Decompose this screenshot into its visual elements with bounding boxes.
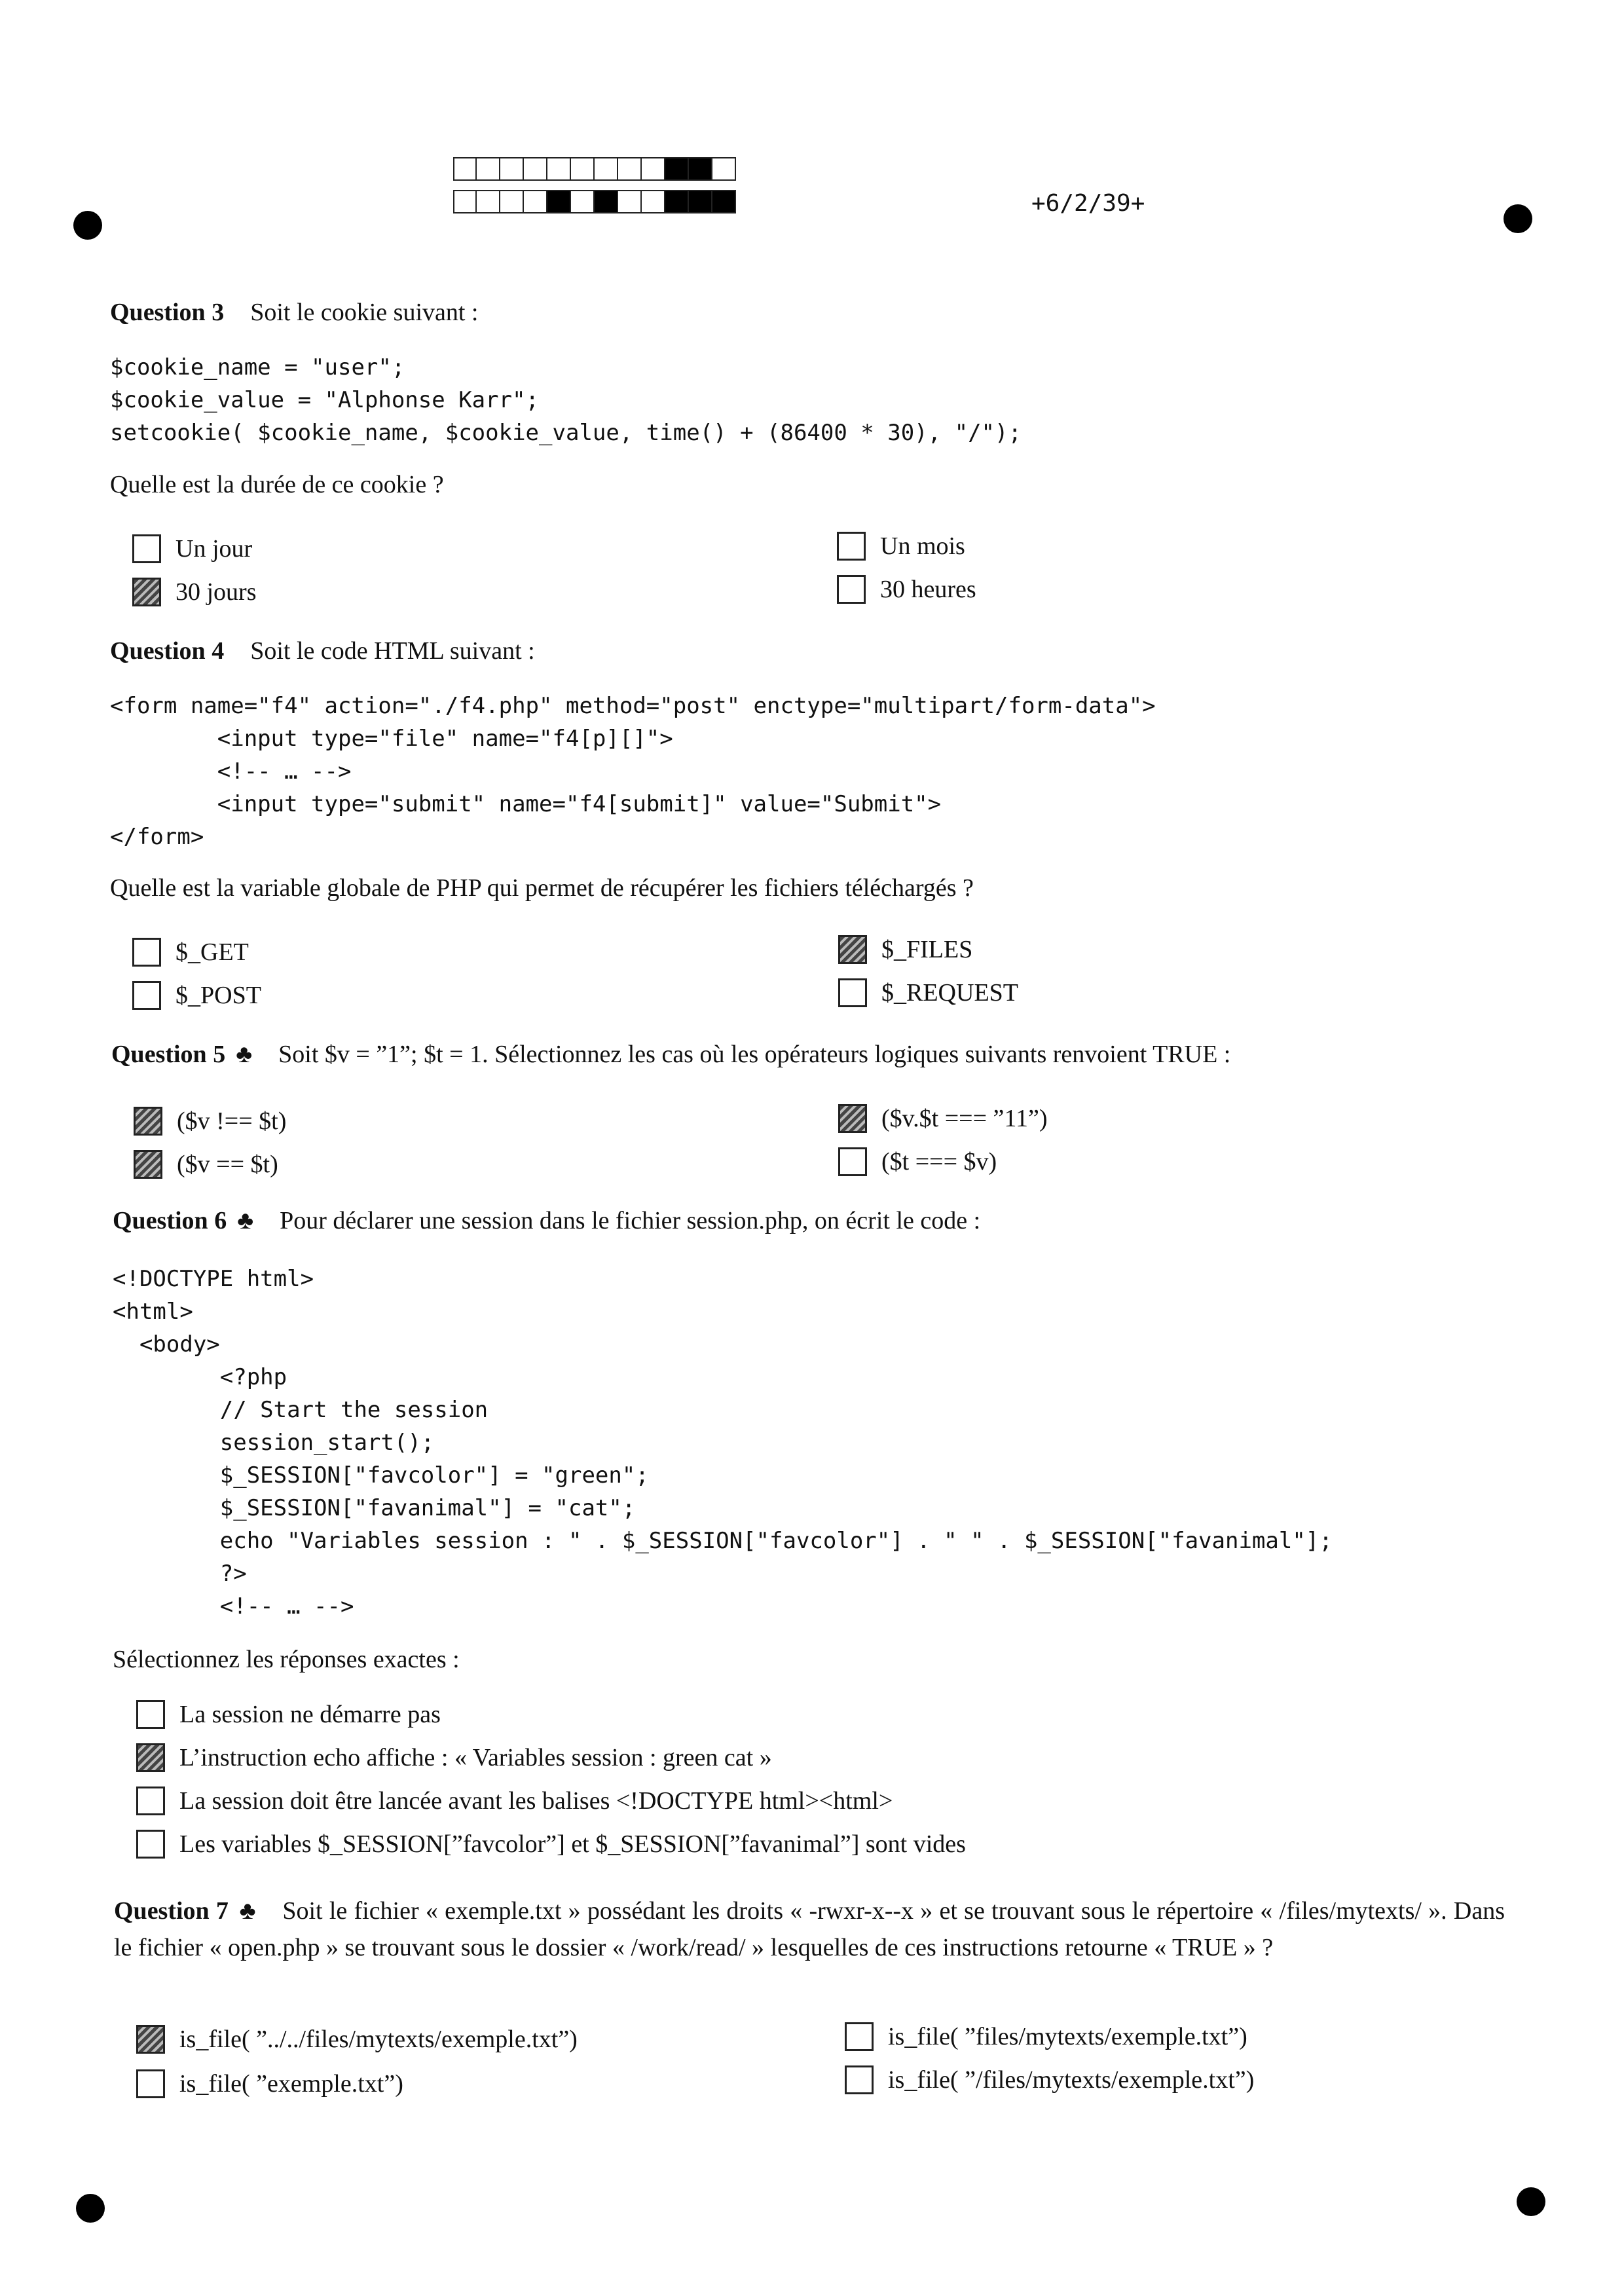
barcode-cell-empty [571, 190, 595, 213]
registration-mark-top-right [1504, 204, 1532, 233]
checkbox[interactable] [132, 981, 161, 1010]
club-icon: ♣ [237, 1207, 254, 1234]
question-4-prompt: Quelle est la variable globale de PHP qui permet de récupérer les fichiers téléchargés ? [110, 874, 974, 902]
q5-option-2[interactable] [134, 1150, 278, 1179]
question-text: Soit $v = ”1”; $t = 1. Sélectionnez les cas où les opérateurs logiques suivants renvoient TRUE : [278, 1041, 1231, 1068]
question-6-code: <!DOCTYPE html> <html> <body> <?php // Start the session session_start(); $_SESSION["favcolor"] = "green"; $_SESSION["favanimal"] = "cat"; echo "Variables session : " . $_SESSION["favcolor"] . " " . $_SESSION["favanimal"]; ?> <!-- … --> [113, 1266, 1333, 1620]
question-number: Question 3 [110, 299, 225, 326]
checkbox[interactable] [132, 534, 161, 563]
question-text: Soit le fichier « exemple.txt » possédant les droits « -rwxr-x--x » et se trouvant sous le répertoire « /files/mytexts/ ». Dans le fichier « open.php » se trouvant sous le dossier « /work/read/ » lesquelles de ces instructions retourne « TRUE » ? [114, 1897, 1505, 1961]
barcode-cell-empty [642, 157, 665, 181]
option-label: $_POST [175, 982, 261, 1009]
checkbox[interactable] [132, 938, 161, 967]
barcode-row-1 [453, 157, 736, 181]
barcode-cell-filled [665, 190, 689, 213]
option-label: 30 heures [880, 576, 976, 603]
checkbox[interactable] [837, 575, 866, 604]
q6-option-1[interactable] [136, 1700, 441, 1729]
checkbox-checked[interactable] [136, 1743, 165, 1772]
option-label: ($t === $v) [881, 1148, 997, 1176]
option-label: Un mois [880, 532, 965, 560]
question-4-header [110, 637, 535, 665]
checkbox-checked[interactable] [134, 1150, 162, 1179]
registration-mark-top-left [73, 211, 102, 240]
checkbox[interactable] [837, 532, 866, 561]
option-label: Un jour [175, 535, 253, 563]
question-6-prompt: Sélectionnez les réponses exactes : [113, 1646, 460, 1673]
option-label: ($v !== $t) [177, 1107, 287, 1135]
q4-option-get[interactable] [132, 938, 249, 967]
barcode-cell-empty [477, 190, 500, 213]
q4-option-post[interactable] [132, 981, 261, 1010]
q3-option-un-mois[interactable] [837, 532, 965, 561]
page-id: +6/2/39+ [1031, 190, 1145, 217]
option-label: L’instruction echo affiche : « Variables session : green cat » [179, 1744, 772, 1771]
option-label: 30 jours [175, 578, 257, 606]
option-label: Les variables $_SESSION[”favcolor”] et $_SESSION[”favanimal”] sont vides [179, 1830, 966, 1858]
q7-option-1[interactable] [136, 2025, 578, 2054]
checkbox[interactable] [838, 1147, 867, 1176]
barcode-cell-empty [595, 157, 618, 181]
barcode-cell-empty [547, 157, 571, 181]
q5-option-3[interactable] [838, 1104, 1048, 1133]
question-text: Pour déclarer une session dans le fichier session.php, on écrit le code : [280, 1207, 981, 1234]
barcode-cell-filled [595, 190, 618, 213]
question-3-header [110, 298, 479, 327]
question-number: Question 6 [113, 1207, 227, 1234]
barcode-cell-empty [453, 190, 477, 213]
question-3-code: $cookie_name = "user"; $cookie_value = "Alphonse Karr"; setcookie( $cookie_name, $cookie_value, time() + (86400 * 30), "/"); [110, 354, 1022, 446]
barcode-cell-empty [500, 190, 524, 213]
option-label: La session doit être lancée avant les balises <!DOCTYPE html><html> [179, 1787, 893, 1815]
barcode-cell-empty [618, 157, 642, 181]
checkbox-checked[interactable] [838, 935, 867, 964]
barcode-cell-filled [689, 190, 712, 213]
option-label: $_GET [175, 938, 249, 966]
checkbox[interactable] [136, 1830, 165, 1859]
question-6-header [113, 1206, 980, 1235]
registration-mark-bottom-left [76, 2194, 105, 2223]
option-label: ($v == $t) [177, 1151, 278, 1178]
checkbox[interactable] [838, 978, 867, 1007]
q3-option-30-jours[interactable] [132, 578, 257, 606]
question-number: Question 5 [111, 1041, 226, 1068]
q7-option-3[interactable] [845, 2022, 1247, 2051]
option-label: $_FILES [881, 936, 973, 963]
barcode-cell-empty [500, 157, 524, 181]
barcode-cell-filled [665, 157, 689, 181]
option-label: $_REQUEST [881, 979, 1018, 1007]
question-5-header [111, 1040, 1230, 1069]
q5-option-1[interactable] [134, 1107, 286, 1136]
checkbox-checked[interactable] [134, 1107, 162, 1136]
question-3-prompt: Quelle est la durée de ce cookie ? [110, 471, 444, 498]
option-label: is_file( ”files/mytexts/exemple.txt”) [888, 2023, 1247, 2050]
question-4-code: <form name="f4" action="./f4.php" method="post" enctype="multipart/form-data"> <input type="file" name="f4[p][]"> <!-- … --> <input type="submit" name="f4[submit]" value="Submit"> </form> [110, 693, 1156, 850]
q4-option-files[interactable] [838, 935, 972, 964]
barcode-cell-empty [477, 157, 500, 181]
checkbox[interactable] [136, 1700, 165, 1729]
question-text: Soit le code HTML suivant : [250, 637, 535, 665]
question-number: Question 7 [114, 1897, 229, 1925]
q7-option-4[interactable] [845, 2065, 1254, 2094]
barcode-cell-filled [689, 157, 712, 181]
checkbox[interactable] [845, 2065, 874, 2094]
q3-option-30-heures[interactable] [837, 575, 976, 604]
club-icon: ♣ [238, 1897, 257, 1925]
club-icon: ♣ [236, 1041, 253, 1068]
option-label: ($v.$t === ”11”) [881, 1105, 1048, 1132]
barcode-cell-empty [453, 157, 477, 181]
option-label: La session ne démarre pas [179, 1701, 441, 1728]
barcode-cell-empty [524, 157, 547, 181]
checkbox[interactable] [136, 1787, 165, 1815]
q7-option-2[interactable] [136, 2069, 403, 2098]
barcode-cell-empty [642, 190, 665, 213]
barcode-cell-empty [524, 190, 547, 213]
checkbox[interactable] [136, 2069, 165, 2098]
checkbox-checked[interactable] [838, 1104, 867, 1133]
q4-option-request[interactable] [838, 978, 1018, 1007]
q3-option-un-jour[interactable] [132, 534, 252, 563]
option-label: is_file( ”../../files/mytexts/exemple.txt”) [179, 2026, 578, 2053]
barcode-cell-empty [712, 157, 736, 181]
registration-mark-bottom-right [1517, 2187, 1545, 2216]
q6-option-2[interactable] [136, 1743, 772, 1772]
option-label: is_file( ”/files/mytexts/exemple.txt”) [888, 2066, 1255, 2094]
checkbox-checked[interactable] [132, 578, 161, 606]
q5-option-4[interactable] [838, 1147, 997, 1176]
q6-option-4[interactable] [136, 1830, 966, 1859]
q6-option-3[interactable] [136, 1787, 893, 1815]
barcode-cell-empty [618, 190, 642, 213]
question-text: Soit le cookie suivant : [250, 299, 479, 326]
question-number: Question 4 [110, 637, 225, 665]
barcode-cell-filled [712, 190, 736, 213]
barcode-cell-filled [547, 190, 571, 213]
question-7-header [114, 1893, 1505, 1966]
checkbox-checked[interactable] [136, 2025, 165, 2054]
barcode-cell-empty [571, 157, 595, 181]
barcode-row-2 [453, 190, 736, 213]
checkbox[interactable] [845, 2022, 874, 2051]
option-label: is_file( ”exemple.txt”) [179, 2070, 403, 2098]
